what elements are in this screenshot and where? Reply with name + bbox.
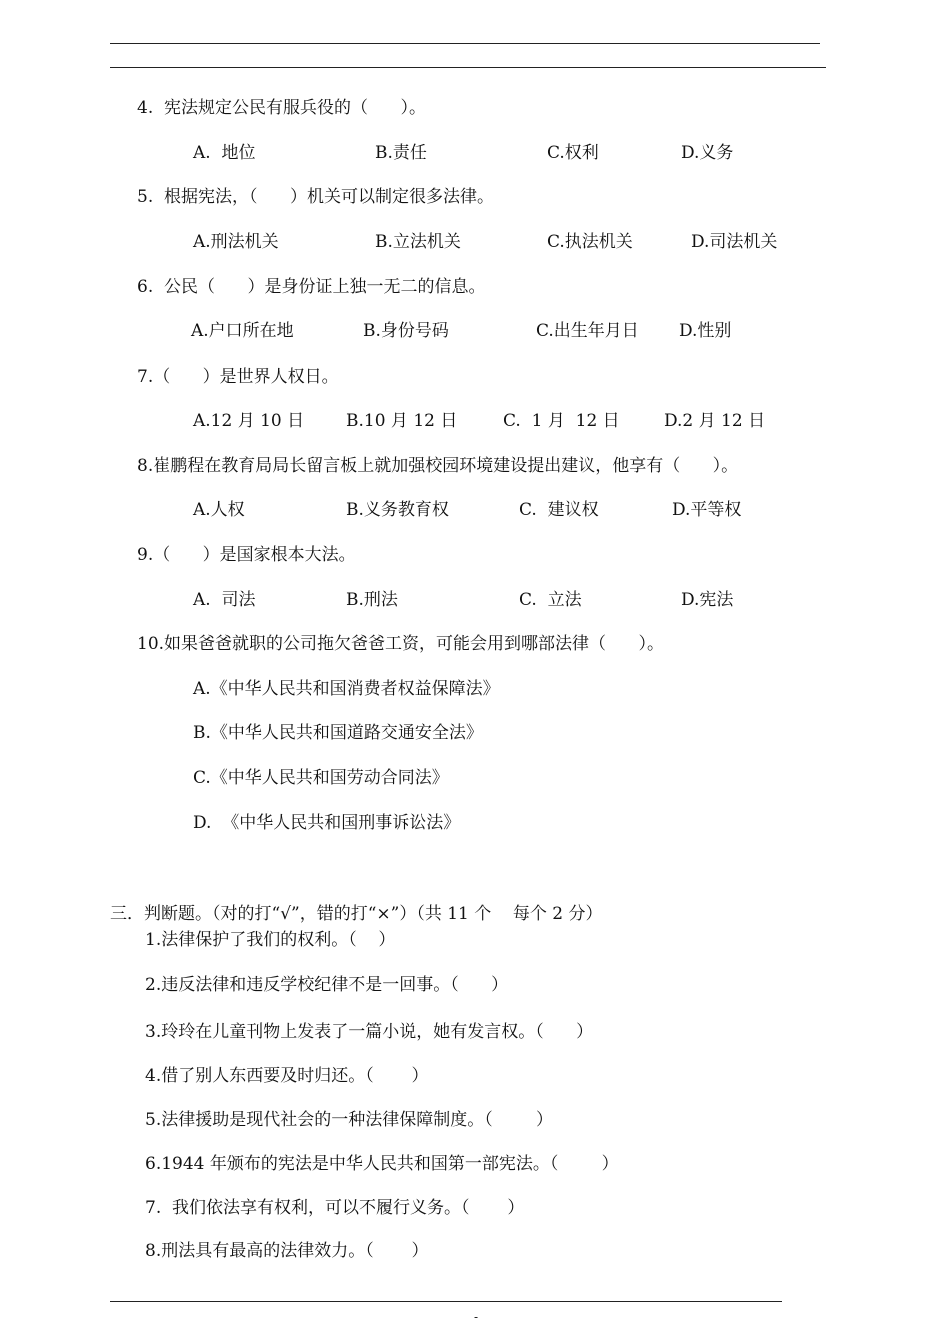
question-5-option-c: C.执法机关 <box>547 232 633 252</box>
question-4-option-a: A. 地位 <box>193 143 256 163</box>
question-4-option-b: B.责任 <box>375 143 427 163</box>
judgement-item-2: 2.违反法律和违反学校纪律不是一回事。（ ） <box>145 975 509 995</box>
question-4-stem: 4. 宪法规定公民有服兵役的（ ）。 <box>137 98 426 118</box>
question-10-option-d: D. 《中华人民共和国刑事诉讼法》 <box>193 813 461 833</box>
question-7-option-c: C. 1 月 12 日 <box>503 411 620 431</box>
question-6-option-d: D.性别 <box>679 321 732 341</box>
question-6-stem: 6. 公民（ ）是身份证上独一无二的信息。 <box>137 277 486 297</box>
question-8-option-b: B.义务教育权 <box>346 500 449 520</box>
question-4-option-d: D.义务 <box>681 143 734 163</box>
section-3-heading: 三．判断题。（对的打“√”，错的打“×”）（共 11 个 每个 2 分） <box>110 904 603 924</box>
question-5-option-b: B.立法机关 <box>375 232 461 252</box>
question-8-option-c: C. 建议权 <box>519 500 599 520</box>
header-rule-bottom <box>110 67 826 68</box>
question-9-option-d: D.宪法 <box>681 590 734 610</box>
question-7-stem: 7.（ ）是世界人权日。 <box>137 367 339 387</box>
header-rule-top <box>110 43 820 44</box>
question-5-option-d: D.司法机关 <box>691 232 778 252</box>
page-number-mark: - <box>474 1310 479 1324</box>
question-7-option-a: A.12 月 10 日 <box>193 411 305 431</box>
question-10-option-b: B.《中华人民共和国道路交通安全法》 <box>193 723 483 743</box>
question-10-option-c: C.《中华人民共和国劳动合同法》 <box>193 768 449 788</box>
question-4-option-c: C.权利 <box>547 143 599 163</box>
question-9-option-a: A. 司法 <box>193 590 256 610</box>
judgement-item-6: 6.1944 年颁布的宪法是中华人民共和国第一部宪法。（ ） <box>145 1154 619 1174</box>
question-5-stem: 5. 根据宪法，（ ）机关可以制定很多法律。 <box>137 187 494 207</box>
footer-rule <box>110 1301 782 1302</box>
judgement-item-8: 8.刑法具有最高的法律效力。（ ） <box>145 1241 429 1261</box>
question-8-stem: 8.崔鹏程在教育局局长留言板上就加强校园环境建设提出建议，他享有（ ）。 <box>137 456 739 476</box>
question-6-option-b: B.身份号码 <box>363 321 449 341</box>
judgement-item-5: 5.法律援助是现代社会的一种法律保障制度。（ ） <box>145 1110 553 1130</box>
judgement-item-3: 3.玲玲在儿童刊物上发表了一篇小说，她有发言权。（ ） <box>145 1022 594 1042</box>
question-9-option-c: C. 立法 <box>519 590 582 610</box>
question-10-stem: 10.如果爸爸就职的公司拖欠爸爸工资，可能会用到哪部法律（ ）。 <box>137 634 664 654</box>
question-7-option-b: B.10 月 12 日 <box>346 411 458 431</box>
question-9-option-b: B.刑法 <box>346 590 398 610</box>
judgement-item-4: 4.借了别人东西要及时归还。（ ） <box>145 1066 429 1086</box>
question-7-option-d: D.2 月 12 日 <box>664 411 766 431</box>
question-9-stem: 9.（ ）是国家根本大法。 <box>137 545 356 565</box>
question-6-option-a: A.户口所在地 <box>191 321 294 341</box>
question-5-option-a: A.刑法机关 <box>193 232 279 252</box>
judgement-item-7: 7. 我们依法享有权利，可以不履行义务。（ ） <box>145 1198 525 1218</box>
question-8-option-a: A.人权 <box>193 500 245 520</box>
question-10-option-a: A.《中华人民共和国消费者权益保障法》 <box>193 679 500 699</box>
judgement-item-1: 1.法律保护了我们的权利。（ ） <box>145 930 396 950</box>
question-6-option-c: C.出生年月日 <box>536 321 639 341</box>
question-8-option-d: D.平等权 <box>672 500 742 520</box>
